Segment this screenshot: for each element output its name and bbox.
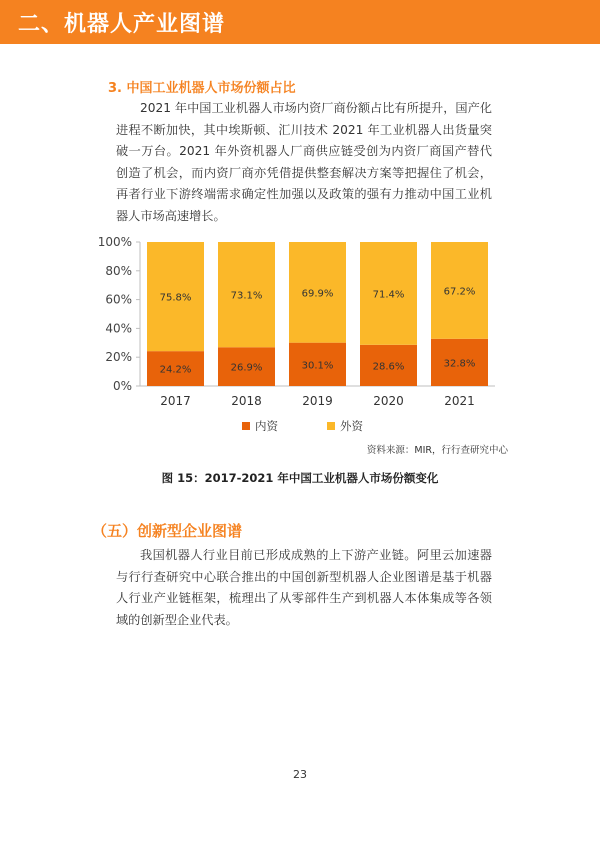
y-tick-label: 20% [105,350,132,365]
x-tick-label-2017: 2017 [160,394,191,408]
page-number: 23 [293,768,307,781]
bars [147,242,488,408]
market-share-chart [90,228,520,440]
subsection-heading: （五）创新型企业图谱 [92,522,243,540]
section-title: 二、机器人产业图谱 [18,12,226,37]
section-header-banner [0,0,600,44]
x-tick-label-2018: 2018 [231,394,262,408]
data-label-outer-2021: 67.2% [443,286,476,298]
y-tick-label: 60% [105,292,132,307]
x-tick-label-2021: 2021 [444,394,475,408]
legend-swatch-0 [242,422,250,430]
legend-swatch-1 [327,422,335,430]
y-tick-label: 80% [105,263,132,278]
source-note: 资料来源：MIR，行行查研究中心 [366,445,508,456]
y-tick-label: 100% [97,235,132,249]
figure-caption: 图 15：2017-2021 年中国工业机器人市场份额变化 [161,471,439,485]
data-label-inner-2019: 30.1% [301,360,334,372]
data-label-outer-2020: 71.4% [372,289,405,301]
data-label-outer-2018: 73.1% [230,290,263,302]
data-label-outer-2017: 75.8% [159,292,192,304]
chart-legend [242,419,363,433]
data-label-inner-2021: 32.8% [443,358,476,370]
data-label-inner-2018: 26.9% [230,362,263,374]
data-label-outer-2019: 69.9% [301,288,334,300]
legend-label-1: 外资 [340,419,363,433]
legend-label-0: 内资 [255,419,278,433]
y-tick-label: 0% [112,379,132,393]
data-label-inner-2017: 24.2% [159,364,192,376]
paragraph-market-share: 2021 年中国工业机器人市场内资厂商份额占比有所提升，国产化进程不断加快，其中埃斯顿、汇川技术 2021 年工业机器人出货量突破一万台。2021 年外资机器人厂商供应链受创为内资厂商国产替代创造了机会，而内资厂商亦凭借提供整套解决方案等把握住了机会，再者行业下游终端需求确定性加强以及政策的强有力推动中国工业机器人市场高速增长。 [116,101,492,223]
x-tick-label-2020: 2020 [373,394,404,408]
x-tick-label-2019: 2019 [302,394,333,408]
paragraph-innovation-map: 我国机器人行业目前已形成成熟的上下游产业链。阿里云加速器与行行查研究中心联合推出的中国创新型机器人企业图谱是基于机器人行业产业链框架，梳理出了从零部件生产到机器人本体集成等各领域的创新型企业代表。 [116,548,492,627]
data-label-inner-2020: 28.6% [372,361,405,373]
chart-section-heading: 3. 中国工业机器人市场份额占比 [108,81,296,96]
y-tick-label: 40% [105,321,132,336]
